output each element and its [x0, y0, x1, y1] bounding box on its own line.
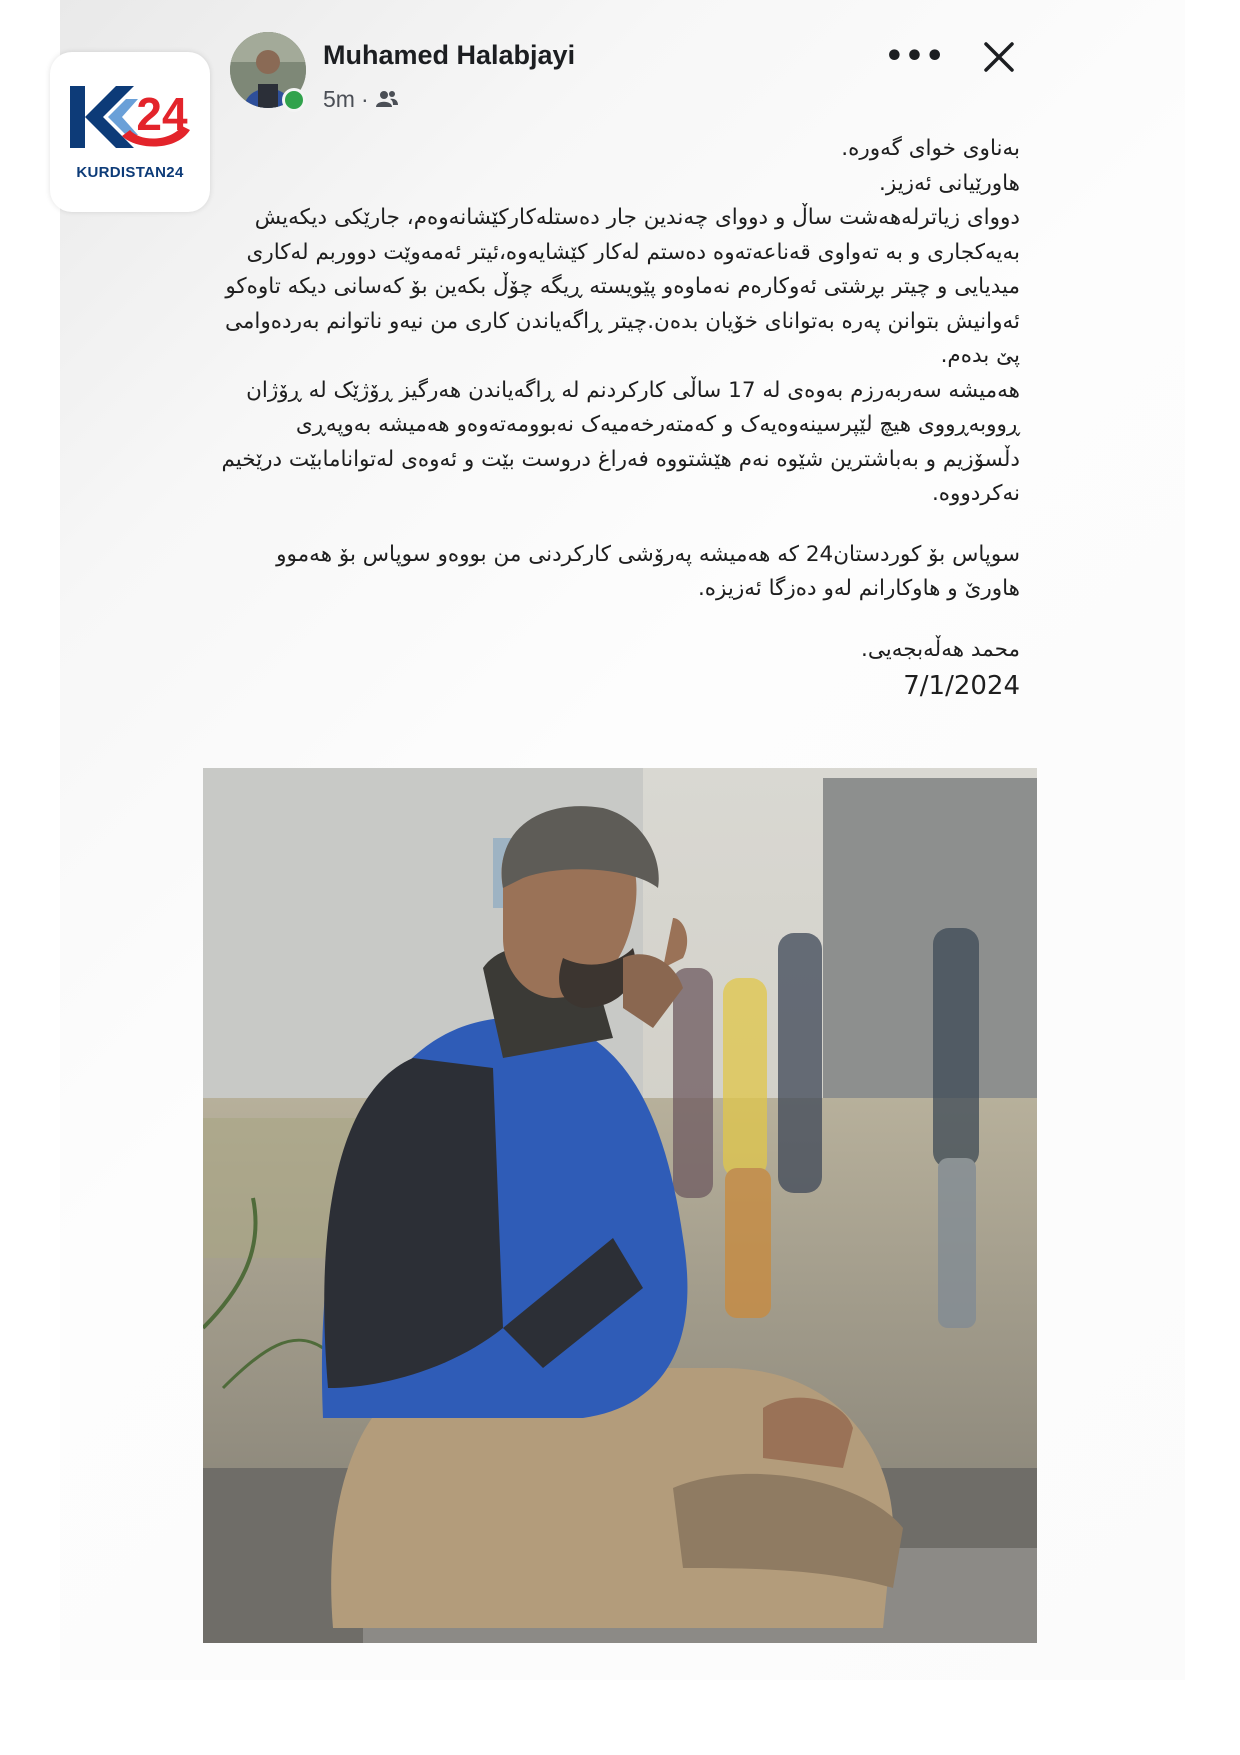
post-paragraph: دووای زیاترلەهەشت ساڵ و دووای چەندین جار دەستلەکارکێشانەوەم، جارێکی دیکەیش بەیەکجاری و بە تەواوی قەناعەتەوە دەستم لەکار کێشایەوە،ئیتر ئەمەوێت دووربم لەکاری میدیایی و چیتر بڕشتی ئەوکارەم نەماوەو پێویستە ڕیگە چۆڵ بکەین بۆ کەسانی دیکە تاوەکو ئەوانیش بتوانن پەرە بەتوانای خۆیان بدەن.چیتر ڕاگەیاندن کاری من نیەو ناتوانم بەردەوامی پێ بدەم. [224, 205, 1020, 368]
post-paragraph: هەمیشە سەربەرزم بەوەی لە 17 ساڵی کارکردنم لە ڕاگەیاندن هەرگیز ڕۆژێک لە ڕۆژان ڕووبەڕووی هیچ لێپرسینەوەیەک و کەمتەرخەمیەک نەبوومەتەوەو هەمیشە بەوپەڕی دڵسۆزیم و بەباشترین شێوە نەم هێشتووە فەراغ دروست بێت و ئەوەی لەتوانامابێت درێخیم نەکردووە. [221, 377, 1020, 506]
post-paragraph: سوپاس بۆ کوردستان24 کە هەمیشە پەرۆشی کارکردنی من بووەو سوپاس بۆ هەموو هاورێ و هاوکارانم لەو دەزگا ئەزیزە. [276, 541, 1020, 601]
logo-number: 24 [136, 88, 188, 140]
post-paragraph: بەناوی خوای گەورە. [841, 136, 1020, 161]
post-photo[interactable] [203, 768, 1037, 1643]
more-options-button[interactable]: ••• [884, 38, 946, 74]
post-time[interactable]: 5m [323, 85, 355, 112]
post-paragraph: هاورێیانی ئەزیز. [879, 170, 1020, 196]
logo-wordmark: KURDISTAN24 [76, 164, 184, 181]
friends-icon[interactable] [375, 89, 399, 109]
author-name[interactable]: Muhamed Halabjayi [323, 40, 576, 70]
post-body [220, 132, 1020, 705]
post-photo-image [203, 768, 1037, 1643]
kurdistan24-logo [50, 52, 210, 212]
online-status-indicator [282, 88, 306, 112]
close-icon[interactable] [980, 38, 1018, 76]
post-date: 7/1/2024 [903, 671, 1020, 701]
k24-logo-icon [64, 82, 196, 154]
post-meta [323, 84, 399, 114]
meta-separator: · [360, 85, 369, 112]
post-signature: محمد هەڵەبجەیی. [860, 636, 1020, 662]
